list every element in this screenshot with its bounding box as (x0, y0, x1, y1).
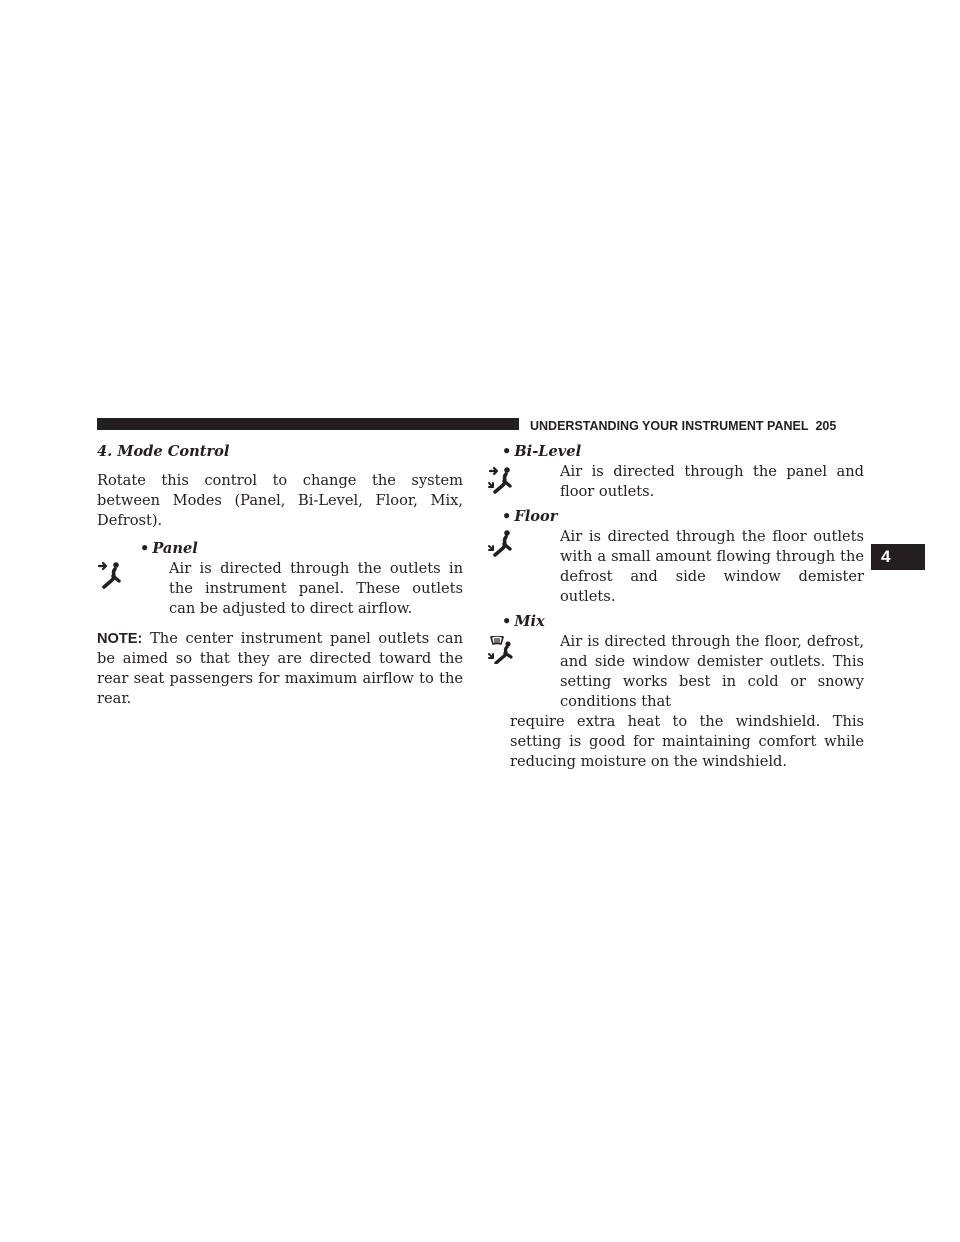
intro-paragraph: Rotate this control to change the system between Modes (Panel, Bi-Level, Floor, Mix, Defrost). (97, 472, 463, 529)
mix-mode-item (488, 632, 864, 712)
panel-mode-title: • Panel (140, 540, 198, 557)
page-number: 205 (815, 419, 837, 433)
section-heading: 4. Mode Control (97, 443, 230, 460)
mix-mode-title: • Mix (502, 613, 545, 630)
header-rule (97, 418, 519, 430)
mix-mode-continuation: require extra heat to the windshield. This setting is good for maintaining comfort while reducing moisture on the windshield. (510, 713, 864, 770)
bilevel-mode-description: Air is directed through the panel and floor outlets. (560, 463, 864, 500)
bi-level-mode-icon (488, 466, 516, 494)
floor-mode-description: Air is directed through the floor outlets with a small amount flowing through the defrost and side window demister outlets. (560, 528, 864, 605)
mix-mode-icon (488, 636, 516, 664)
floor-mode-item (488, 527, 864, 607)
section-title: UNDERSTANDING YOUR INSTRUMENT PANEL (530, 419, 809, 433)
right-column (488, 442, 864, 772)
note-label: NOTE: (97, 631, 143, 647)
bilevel-mode-title: • Bi-Level (502, 443, 582, 460)
panel-mode-icon (97, 561, 125, 589)
bilevel-mode-item (488, 462, 864, 502)
panel-mode-item (97, 559, 463, 619)
running-header (530, 418, 870, 434)
mix-mode-description: Air is directed through the floor, defrost, and side window demister outlets. This setting works best in cold or snowy conditions that (560, 633, 864, 710)
note-text: The center instrument panel outlets can be aimed so that they are directed toward the rear seat passengers for maximum airflow to the rear. (97, 630, 463, 707)
floor-mode-title: • Floor (502, 508, 558, 525)
floor-mode-icon (488, 529, 516, 557)
chapter-tab: 4 (871, 544, 925, 570)
panel-mode-description: Air is directed through the outlets in the instrument panel. These outlets can be adjusted to direct airflow. (169, 560, 463, 617)
note-paragraph (97, 629, 463, 709)
left-column (97, 442, 463, 709)
